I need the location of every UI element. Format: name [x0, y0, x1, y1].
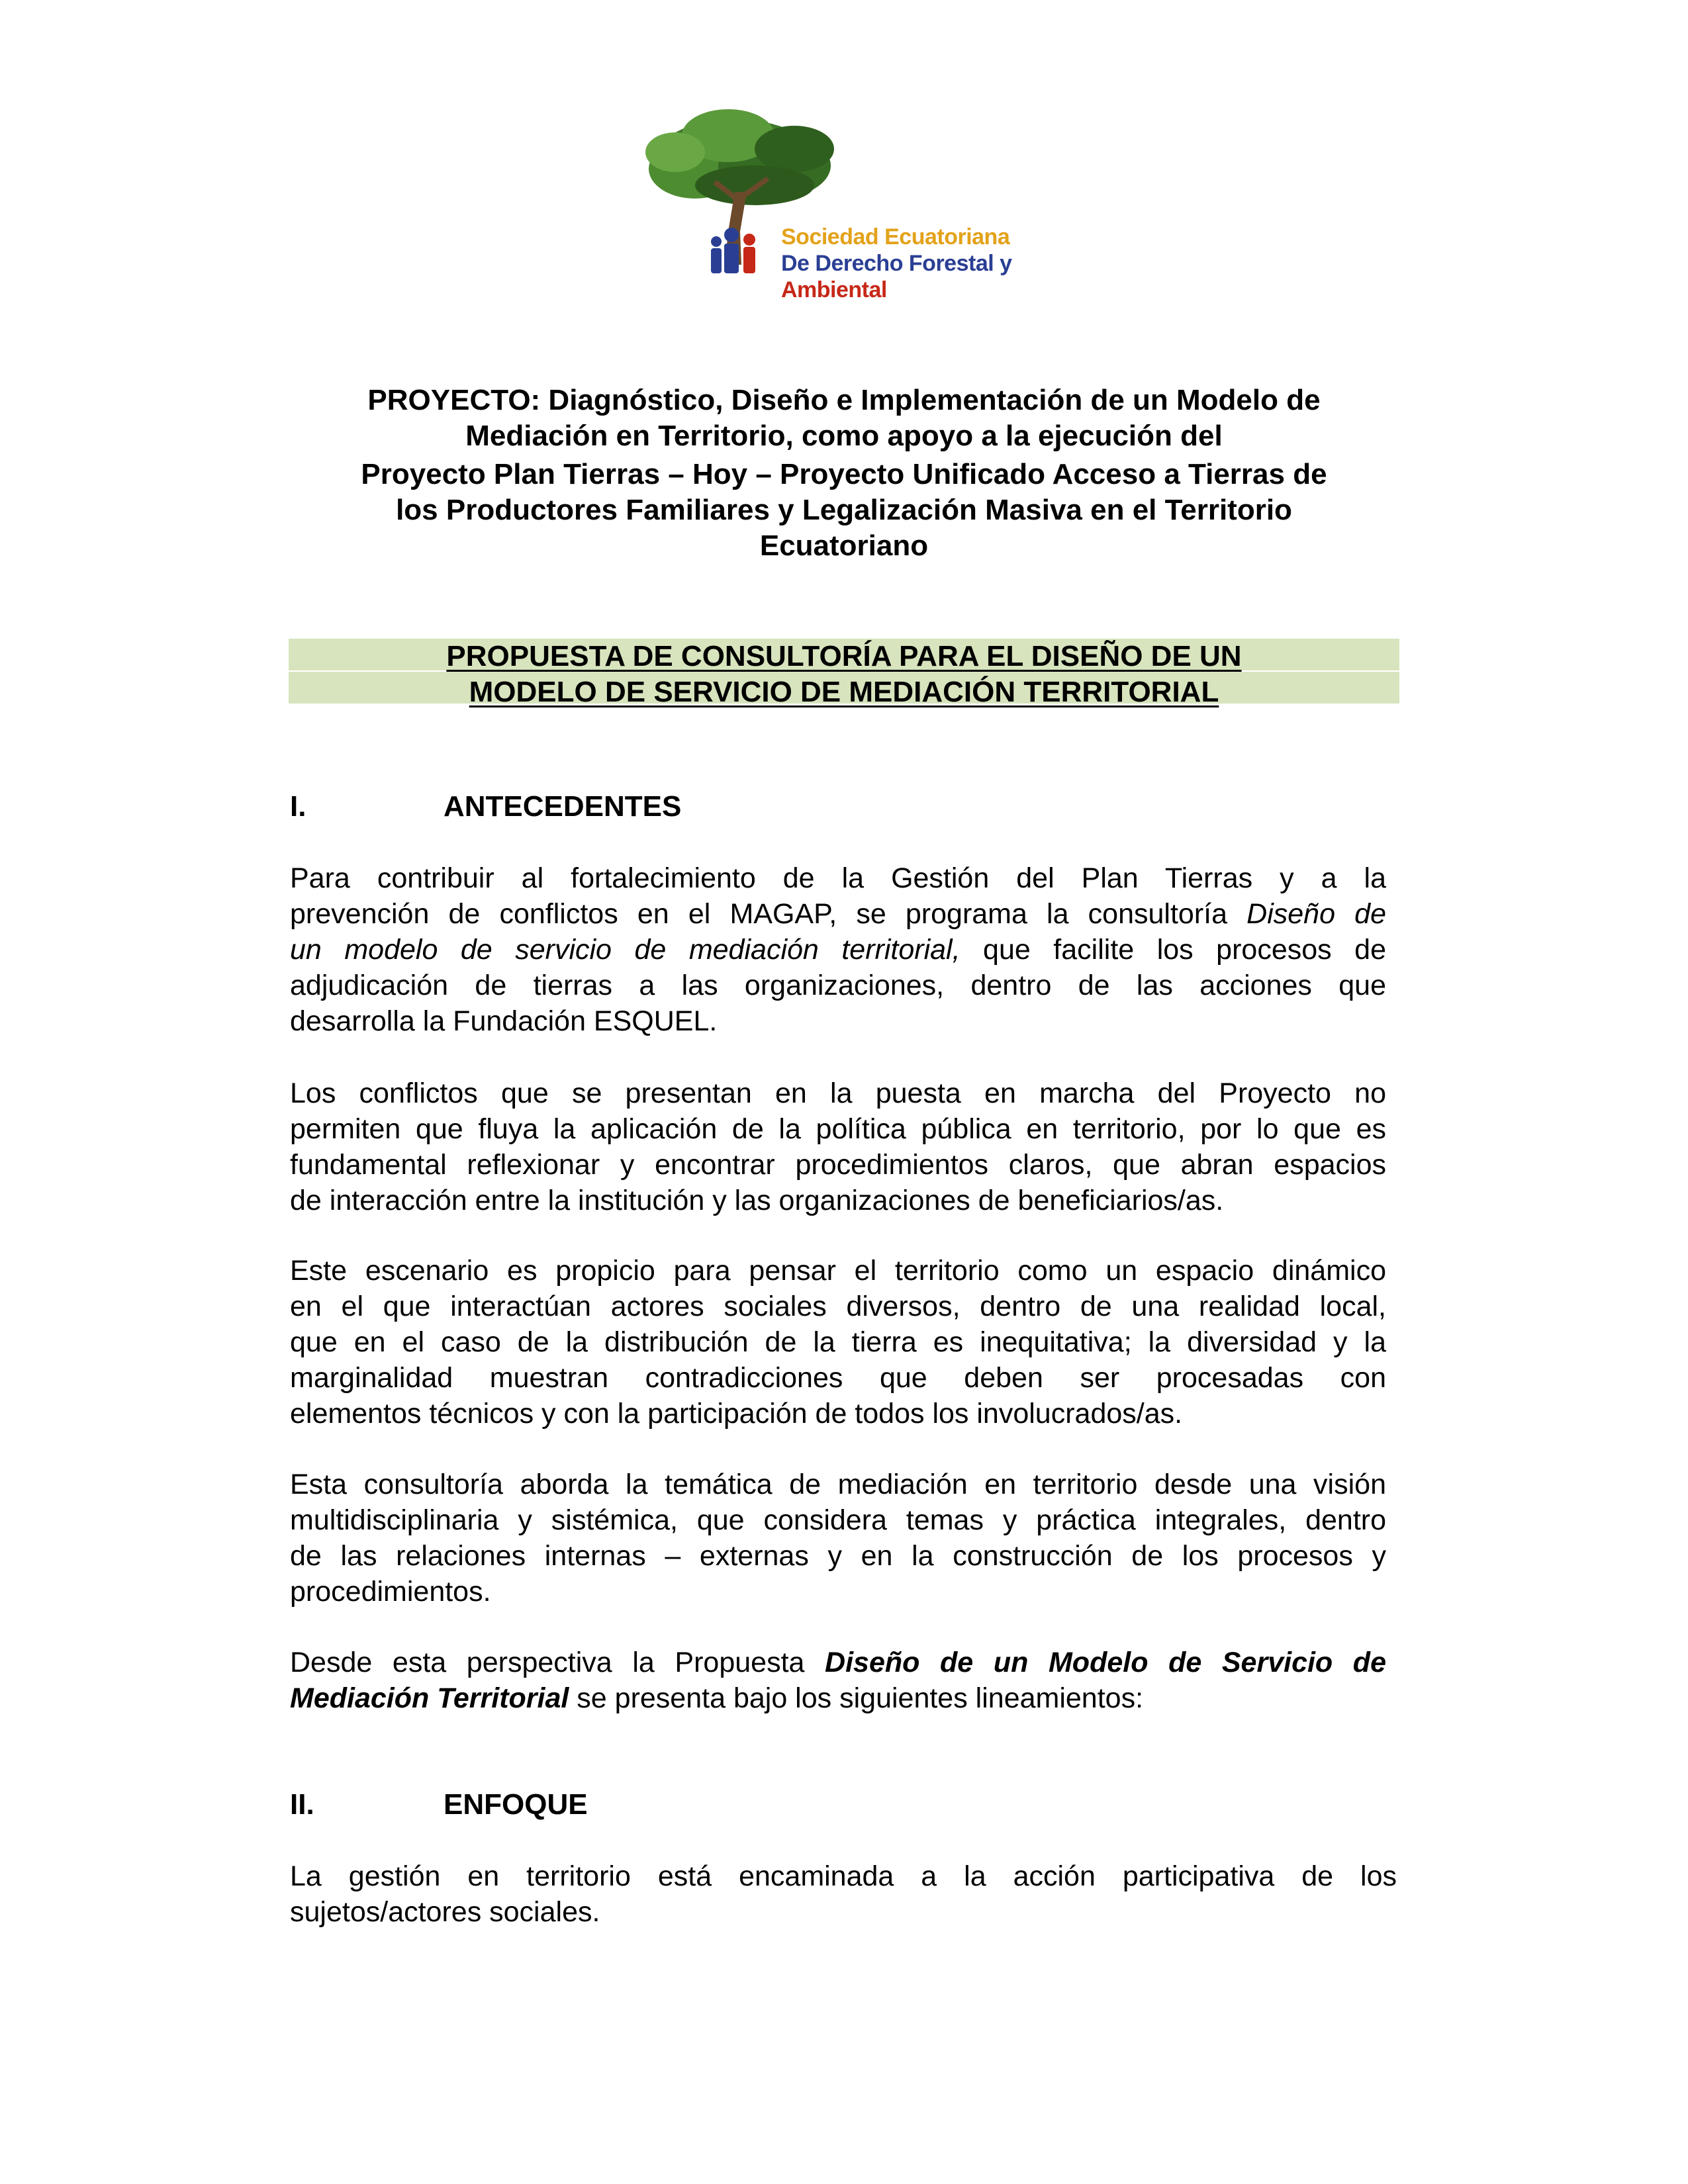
text-run: Los conflictos que se presentan en la puesta en marcha del Proyecto no [290, 1077, 1386, 1109]
text-run: permiten que fluya la aplicación de la política pública en territorio, por lo que es [290, 1113, 1386, 1145]
project-title-line: Ecuatoriano [759, 529, 929, 562]
project-title-line: PROYECTO: Diagnóstico, Diseño e Implementación de un Modelo de [367, 384, 1321, 416]
paragraph-line [290, 896, 1386, 932]
text-run: elementos técnicos y con la participación de todos los involucrados/as. [290, 1398, 1183, 1430]
logo-text-line-3: Ambiental [781, 277, 887, 302]
project-title-line: los Productores Familiares y Legalización Masiva en el Territorio [396, 494, 1292, 526]
paragraph [290, 1467, 1386, 1610]
italic-text-run: Diseño de [1246, 898, 1386, 930]
text-run: desarrolla la Fundación ESQUEL. [290, 1005, 718, 1037]
proposal-title-line: PROPUESTA DE CONSULTORÍA PARA EL DISEÑO DE UN [446, 640, 1242, 672]
paragraph-line [290, 1183, 1386, 1218]
paragraph-line [290, 1894, 1397, 1930]
italic-text-run: un modelo de servicio de mediación territorial, [290, 934, 961, 966]
section-title: ANTECEDENTES [444, 790, 682, 823]
paragraph [290, 1645, 1386, 1716]
project-title [291, 383, 1397, 564]
paragraph-line [290, 932, 1386, 968]
text-run: de interacción entre la institución y las organizaciones de beneficiarios/as. [290, 1185, 1224, 1216]
project-title-line: Proyecto Plan Tierras – Hoy – Proyecto Unificado Acceso a Tierras de [361, 458, 1327, 490]
paragraph [290, 1075, 1386, 1218]
text-run: Esta consultoría aborda la temática de mediación en territorio desde una visión [290, 1469, 1386, 1500]
logo-text-line-1: Sociedad Ecuatoriana [781, 224, 1010, 250]
proposal-title [289, 639, 1399, 710]
paragraph-line [290, 860, 1386, 896]
paragraph-line [290, 1253, 1386, 1289]
paragraph-line [290, 1003, 1386, 1039]
section-title: ENFOQUE [444, 1788, 588, 1821]
text-run: de las relaciones internas – externas y en la construcción de los procesos y [290, 1540, 1386, 1572]
paragraph [290, 1253, 1386, 1432]
proposal-banner [289, 639, 1399, 708]
paragraph-line [290, 1538, 1386, 1574]
paragraph-line [290, 1574, 1386, 1610]
paragraph-line [290, 1111, 1386, 1147]
section-number: II. [290, 1788, 314, 1821]
text-run: que en el caso de la distribución de la tierra es inequitativa; la diversidad y la [290, 1326, 1386, 1358]
text-run: en el que interactúan actores sociales diversos, dentro de una realidad local, [290, 1291, 1386, 1322]
paragraph-line [290, 1147, 1386, 1183]
text-run: marginalidad muestran contradicciones que deben ser procesadas con [290, 1362, 1386, 1394]
paragraph-line [290, 968, 1386, 1003]
text-run: fundamental reflexionar y encontrar procedimientos claros, que abran espacios [290, 1149, 1386, 1181]
section-number: I. [290, 790, 306, 823]
bold-italic-text-run: Mediación Territorial [290, 1682, 569, 1714]
paragraph-line [290, 1396, 1386, 1432]
text-run: adjudicación de tierras a las organizaciones, dentro de las acciones que [290, 970, 1386, 1001]
text-run: procedimientos. [290, 1576, 491, 1608]
text-run: multidisciplinaria y sistémica, que considera temas y práctica integrales, dentro [290, 1504, 1386, 1536]
paragraph-line [290, 1502, 1386, 1538]
text-run: que facilite los procesos de [960, 934, 1386, 966]
paragraph [290, 860, 1386, 1039]
text-run: se presenta bajo los siguientes lineamientos: [569, 1682, 1144, 1714]
text-run: Para contribuir al fortalecimiento de la Gestión del Plan Tierras y a la [290, 862, 1386, 894]
paragraph-line [290, 1645, 1386, 1680]
paragraph [290, 1858, 1397, 1930]
text-run: La gestión en territorio está encaminada a la acción participativa de los [290, 1860, 1397, 1892]
text-run: prevención de conflictos en el MAGAP, se programa la consultoría [290, 898, 1247, 930]
paragraph-line [290, 1075, 1386, 1111]
text-run: Desde esta perspectiva la Propuesta [290, 1647, 825, 1678]
paragraph-line [290, 1467, 1386, 1502]
text-run: Este escenario es propicio para pensar el territorio como un espacio dinámico [290, 1255, 1386, 1287]
bold-italic-text-run: Diseño de un Modelo de Servicio de [825, 1647, 1386, 1678]
organization-logo [635, 99, 1033, 318]
paragraph-line [290, 1289, 1386, 1324]
logo-text-line-2: De Derecho Forestal y [781, 251, 1012, 276]
proposal-title-line: MODELO DE SERVICIO DE MEDIACIÓN TERRITORIAL [469, 676, 1219, 708]
paragraph-line [290, 1858, 1397, 1894]
paragraph-line [290, 1680, 1386, 1716]
project-title-line: Mediación en Territorio, como apoyo a la ejecución del [465, 420, 1223, 452]
text-run: sujetos/actores sociales. [290, 1896, 600, 1928]
paragraph-line [290, 1360, 1386, 1396]
paragraph-line [290, 1324, 1386, 1360]
